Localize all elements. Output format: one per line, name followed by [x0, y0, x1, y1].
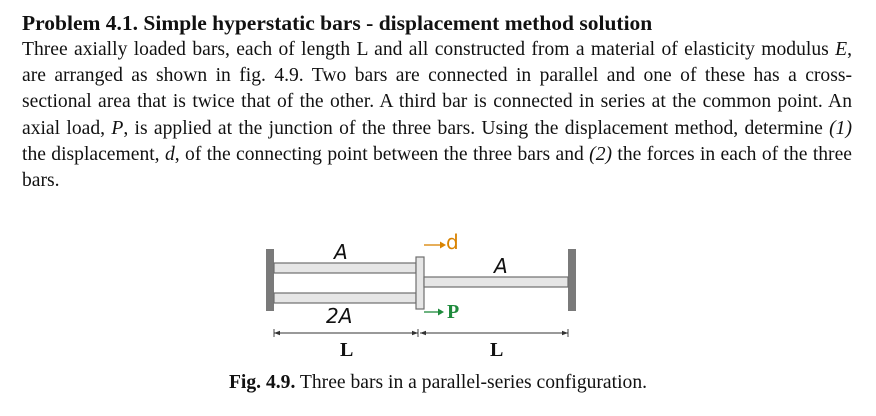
- statement-text-3: , is applied at the junction of the three bars. Using the displacement method, determine: [123, 117, 830, 139]
- statement-text-6: the forces in each of the three bars.: [22, 143, 852, 192]
- statement-text-4: the displacement,: [22, 143, 165, 165]
- symbol-elastic-modulus: E: [835, 39, 848, 60]
- connecting-plate: [416, 257, 424, 309]
- label-area-right: A: [494, 254, 508, 278]
- dimension-arrow-left-end: [412, 331, 418, 335]
- bottom-parallel-bar: [274, 293, 416, 303]
- dimension-arrow-right-start: [420, 331, 426, 335]
- problem-block: [22, 10, 852, 194]
- statement-text-1: Three axially loaded bars, each of length L and all constructed from a material of elasticity modulus: [22, 39, 836, 60]
- dimension-arrow-right-end: [562, 331, 568, 335]
- question-number-2: (2): [589, 143, 613, 165]
- symbol-load: P: [111, 117, 124, 139]
- caption-label: Fig. 4.9.: [228, 372, 296, 393]
- right-wall: [568, 249, 576, 311]
- label-load: P: [447, 301, 460, 323]
- figure-caption: [0, 371, 876, 395]
- top-parallel-bar: [274, 263, 416, 273]
- problem-statement: [22, 37, 852, 194]
- bar-system-diagram: [250, 232, 590, 362]
- symbol-displacement: d: [164, 143, 175, 165]
- statement-text-5: , of the connecting point between the three bars and: [174, 143, 590, 165]
- label-length-right: L: [490, 339, 504, 361]
- caption-text: Three bars in a parallel-series configuration.: [295, 372, 648, 393]
- figure-4-9: [250, 232, 590, 362]
- label-area-bottom: 2A: [326, 304, 353, 328]
- question-number-1: (1): [829, 117, 853, 139]
- problem-title: Problem 4.1. Simple hyperstatic bars - displacement method solution: [22, 11, 653, 35]
- dimension-arrow-left-start: [274, 331, 280, 335]
- left-wall: [266, 249, 274, 311]
- label-area-top: A: [334, 240, 348, 264]
- label-length-left: L: [340, 339, 354, 361]
- label-displacement: d: [446, 232, 459, 254]
- load-arrow-head: [438, 309, 444, 316]
- series-bar: [424, 277, 568, 287]
- statement-text-2: , are arranged as shown in fig. 4.9. Two bars are connected in parallel and one of these has a cross-sectional area that is twice that of the other. A third bar is connected in series at the common point. An axial load,: [22, 39, 852, 139]
